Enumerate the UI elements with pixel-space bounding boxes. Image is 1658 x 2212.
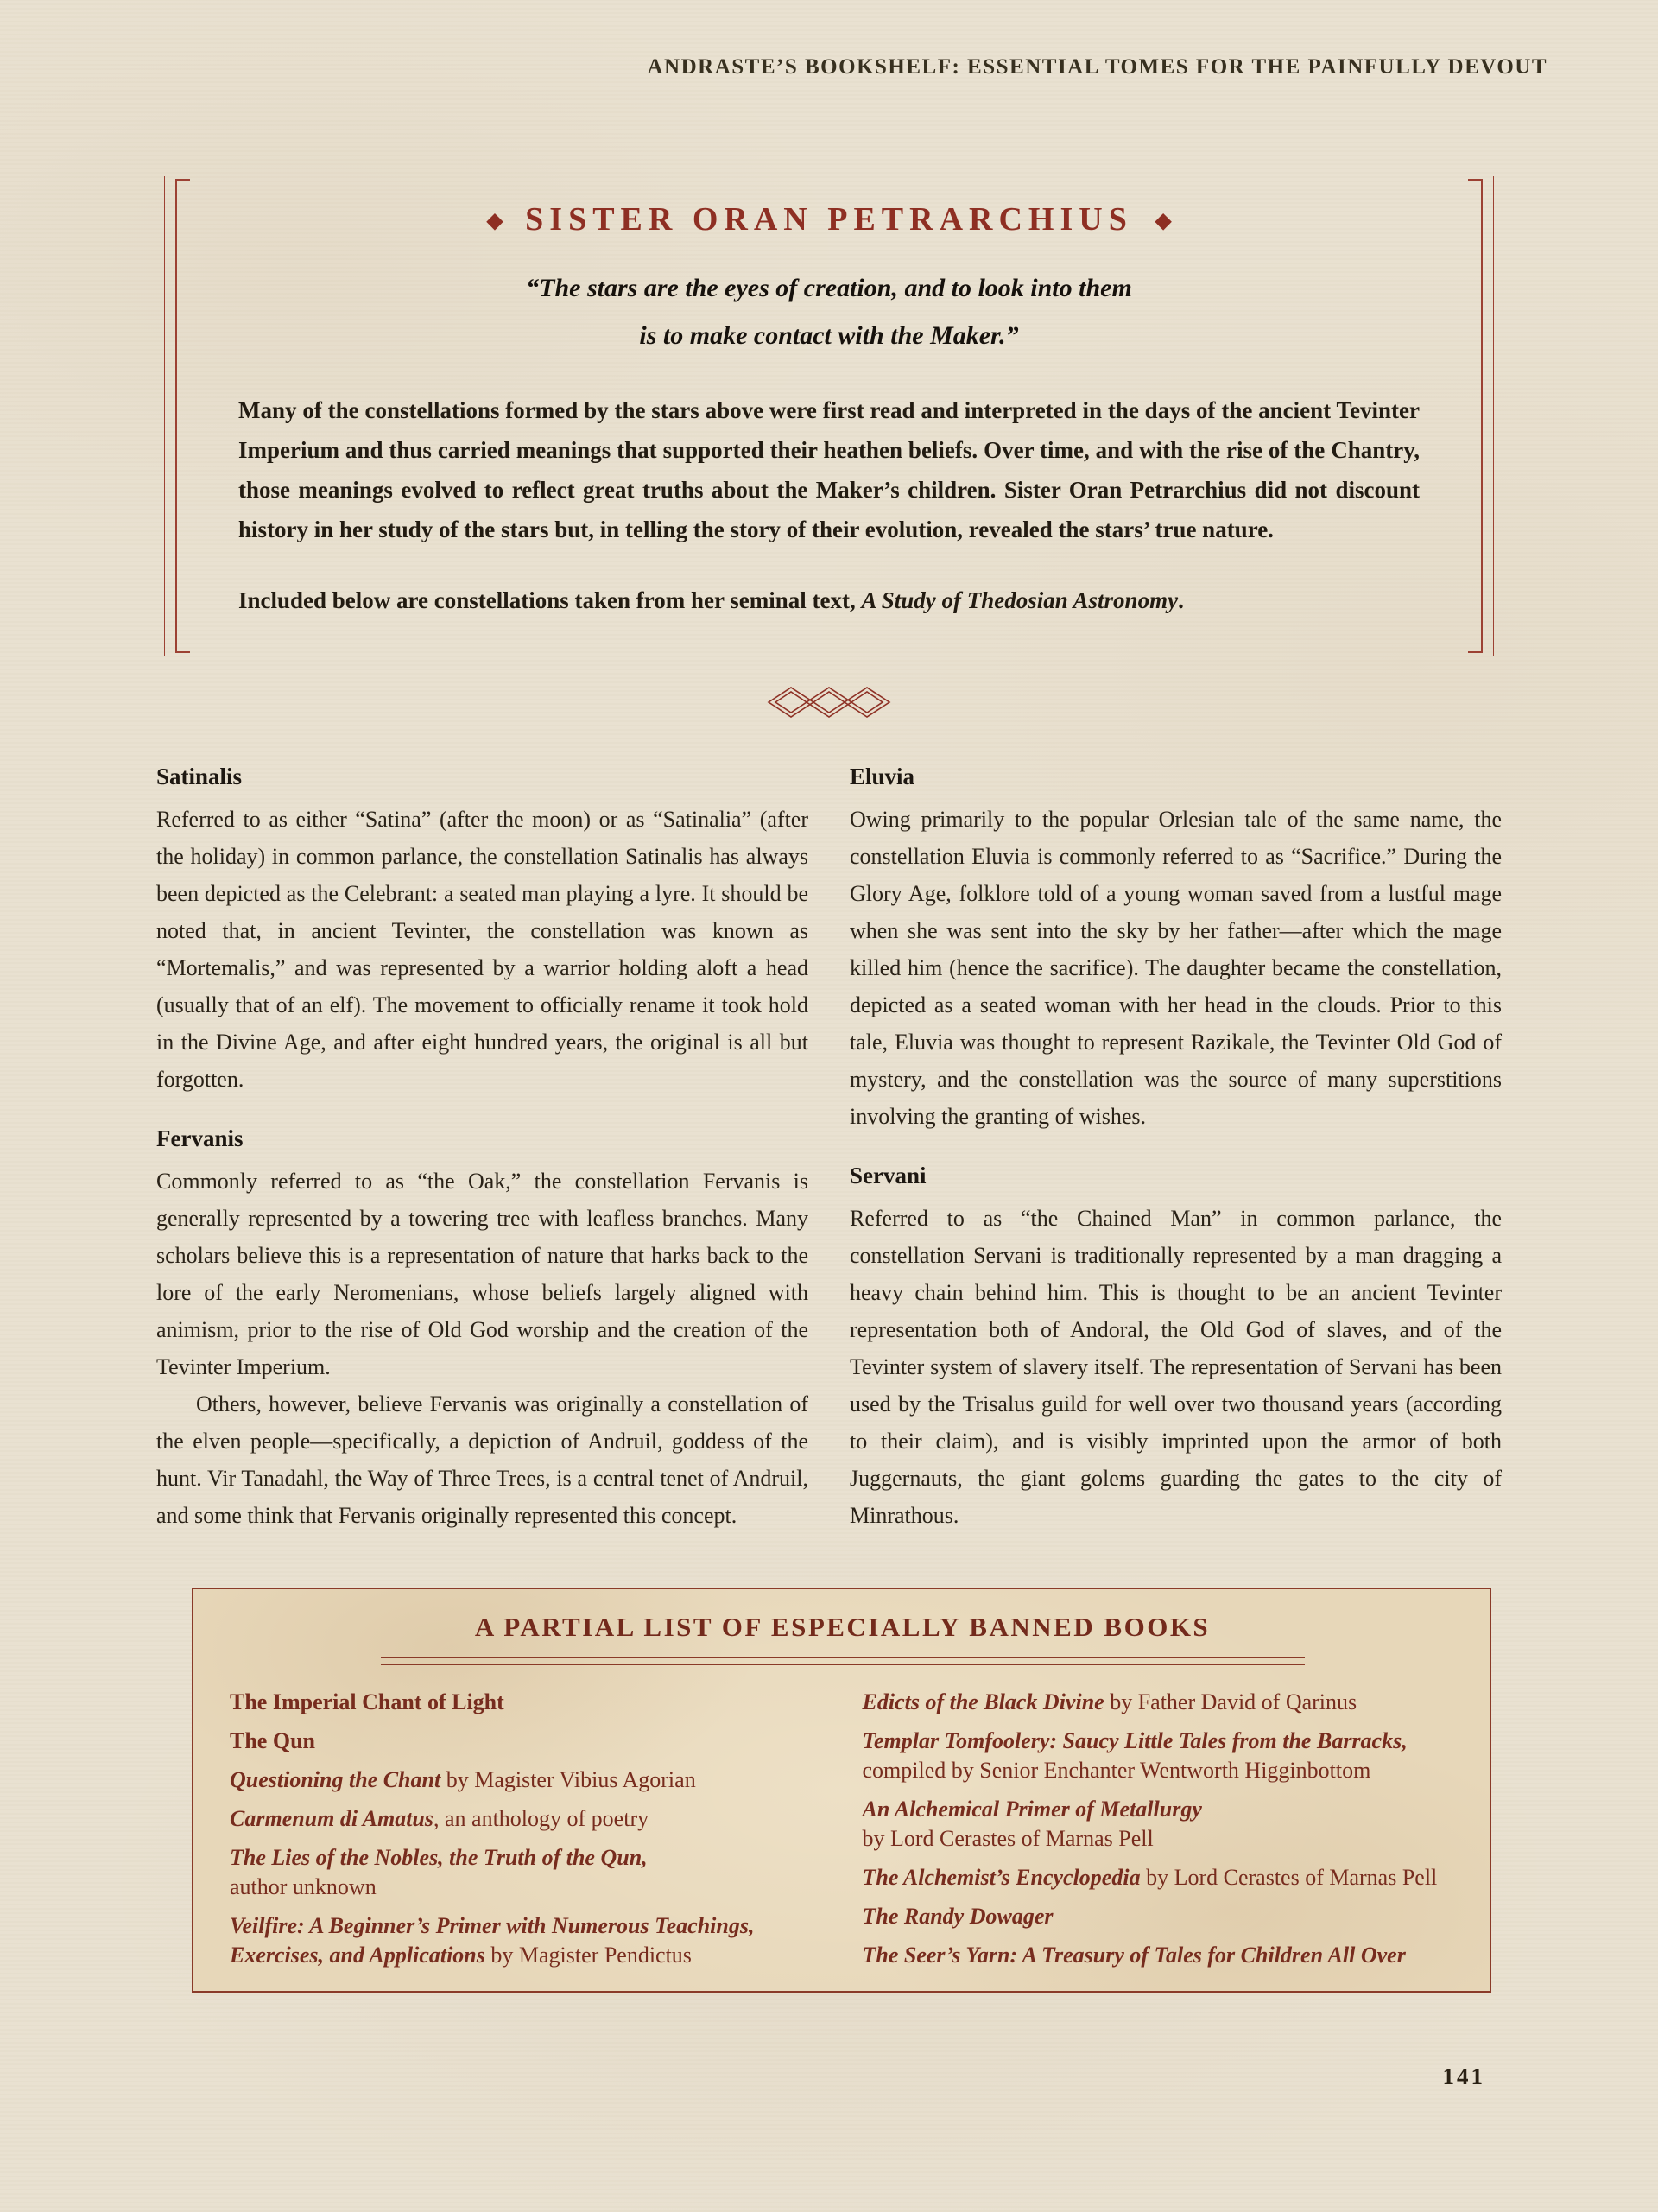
banned-book-entry [863,1727,1456,1785]
banned-books-box [192,1588,1491,1993]
double-rule-icon [381,1657,1305,1665]
book-author: by Magister Pendictus [484,1943,692,1968]
book-author: by Lord Cerastes of Marnas Pell [1140,1865,1438,1890]
constellation-paragraph: Others, however, believe Fervanis was originally a constellation of the elven people—specifically, a depiction of Andruil, goddess of the hunt. Vir Tanadahl, the Way of Three Trees, is a central tenet of Andruil, and some think that Fervanis originally represented this concept. [156,1391,808,1528]
epigraph-quote [238,264,1420,359]
banned-book-entry [863,1863,1456,1892]
constellation-fervanis [156,1125,808,1534]
intro-included-line [238,580,1420,620]
banned-books-title: A PARTIAL LIST OF ESPECIALLY BANNED BOOKS [474,1612,1211,1642]
book-title: Carmenum di Amatus [230,1806,433,1831]
constellation-heading: Servani [850,1163,927,1188]
constellation-eluvia [850,764,1502,1135]
book-author: by Magister Vibius Agorian [440,1767,696,1792]
banned-book-entry [230,1843,823,1902]
section-title [238,200,1420,238]
constellation-paragraph: Commonly referred to as “the Oak,” the constellation Fervanis is generally represented by a towering tree with leafless branches. Many scholars believe this is a representation of nature that harks back to the lore of the early Neromenians, whose beliefs largely aligned with animism, prior to the rise of Old God worship and the creation of the Tevinter Imperium. [156,1169,808,1379]
banned-book-entry [230,1727,823,1756]
book-title: The Alchemist’s Encyclopedia [862,1865,1141,1890]
banned-book-entry [230,1765,823,1795]
intro-paragraph: Many of the constellations formed by the stars above were first read and interpreted in the days of the ancient Tevinter Imperium and thus carried meanings that supported their heathen beliefs. Over time, and with the rise of the Chantry, those meanings evolved to reflect great truths about the Maker’s children. Sister Oran Petrarchius did not discount history in her study of the stars but, in telling the story of their evolution, revealed the stars’ true nature. [238,397,1420,542]
quote-line-1: “The stars are the eyes of creation, and to look into them [526,274,1132,302]
page-number: 141 [1442,2063,1485,2089]
frame-rule-left-icon [164,176,165,656]
book-author: compiled by Senior Enchanter Wentworth Higginbottom [862,1758,1371,1783]
constellation-paragraph: Referred to as either “Satina” (after the moon) or as “Satinalia” (after the holiday) in common parlance, the constellation Satinalis has always been depicted as the Celebrant: a seated man playing a lyre. It should be noted that, in ancient Tevinter, the constellation was known as “Mortemalis,” and was represented by a warrior holding aloft a head (usually that of an elf). The movement to officially rename it took hold in the Divine Age, and after eight hundred years, the original is all but forgotten. [156,807,808,1092]
banned-book-entry [863,1902,1456,1931]
book-author: , an anthology of poetry [433,1806,649,1831]
book-author: author unknown [230,1874,377,1899]
constellation-columns [156,764,1502,1534]
right-column [850,764,1502,1534]
book-title: The Lies of the Nobles, the Truth of the Qun, [230,1845,648,1870]
diamond-icon: ◆ [486,210,503,232]
frame-rule-right-icon [1493,176,1494,656]
running-header: ANDRASTE’S BOOKSHELF: ESSENTIAL TOMES FOR THE PAINFULLY DEVOUT [647,55,1547,79]
constellation-paragraph: Referred to as “the Chained Man” in common parlance, the constellation Servani is traditionally represented by a man dragging a heavy chain behind him. This is thought to be an ancient Tevinter representation both of Andoral, the Old God of slaves, and of the Tevinter system of slavery itself. The representation of Servani has been used by the Trisalus guild for well over two thousand years (according to their claim), and is visibly imprinted upon the armor of both Juggernauts, the giant golems guarding the gates to the city of Minrathous. [850,1206,1502,1528]
banned-book-entry [863,1795,1456,1854]
frame-bracket-left-icon [175,179,190,653]
banned-book-entry [230,1804,823,1834]
diamond-icon: ◆ [1155,210,1172,232]
book-title: Edicts of the Black Divine [862,1689,1104,1714]
section-title-text: SISTER ORAN PETRARCHIUS [525,201,1133,238]
banned-book-entry [230,1688,823,1717]
book-title: An Alchemical Primer of Metallurgy [862,1797,1202,1822]
banned-right-column [863,1688,1456,1970]
intro-section [164,176,1494,656]
banned-left-column [230,1688,823,1970]
quote-line-2: is to make contact with the Maker.” [639,321,1019,350]
constellation-heading: Fervanis [156,1125,244,1151]
book-author: by Lord Cerastes of Marnas Pell [862,1826,1154,1851]
banned-books-columns [230,1688,1455,1970]
constellation-servani [850,1163,1502,1534]
constellation-heading: Satinalis [156,764,243,789]
book-title: The Randy Dowager [862,1904,1054,1929]
book-title: The Seer’s Yarn: A Treasury of Tales for Children All Over [862,1943,1406,1968]
banned-book-entry [230,1911,823,1970]
constellation-heading: Eluvia [850,764,915,789]
book-title: Templar Tomfoolery: Saucy Little Tales from the Barracks, [862,1728,1408,1753]
book-title: Veilfire: A Beginner’s Primer with Numerous Teachings, Exercises, and Applications [230,1913,755,1968]
left-column [156,764,808,1534]
constellation-satinalis [156,764,808,1098]
book-title: Questioning the Chant [230,1767,441,1792]
included-book-title: A Study of Thedosian Astronomy [861,587,1179,613]
book-title: The Qun [230,1728,315,1753]
banned-book-entry [863,1941,1456,1970]
book-author: by Father David of Qarinus [1104,1689,1357,1714]
book-title: The Imperial Chant of Light [230,1689,504,1714]
included-prefix: Included below are constellations taken from her seminal text, [238,587,862,613]
banned-book-entry [863,1688,1456,1717]
diamond-divider-icon [0,681,1658,727]
included-suffix: . [1178,587,1184,613]
frame-bracket-right-icon [1468,179,1483,653]
constellation-paragraph: Owing primarily to the popular Orlesian tale of the same name, the constellation Eluvia is commonly referred to as “Sacrifice.” During the Glory Age, folklore told of a young woman saved from a lustful mage when she was sent into the sky by her father—after which the mage killed him (hence the sacrifice). The daughter became the constellation, depicted as a seated woman with her head in the clouds. Prior to this tale, Eluvia was thought to represent Razikale, the Tevinter Old God of mystery, and the constellation was the source of many superstitions involving the granting of wishes. [850,807,1502,1129]
